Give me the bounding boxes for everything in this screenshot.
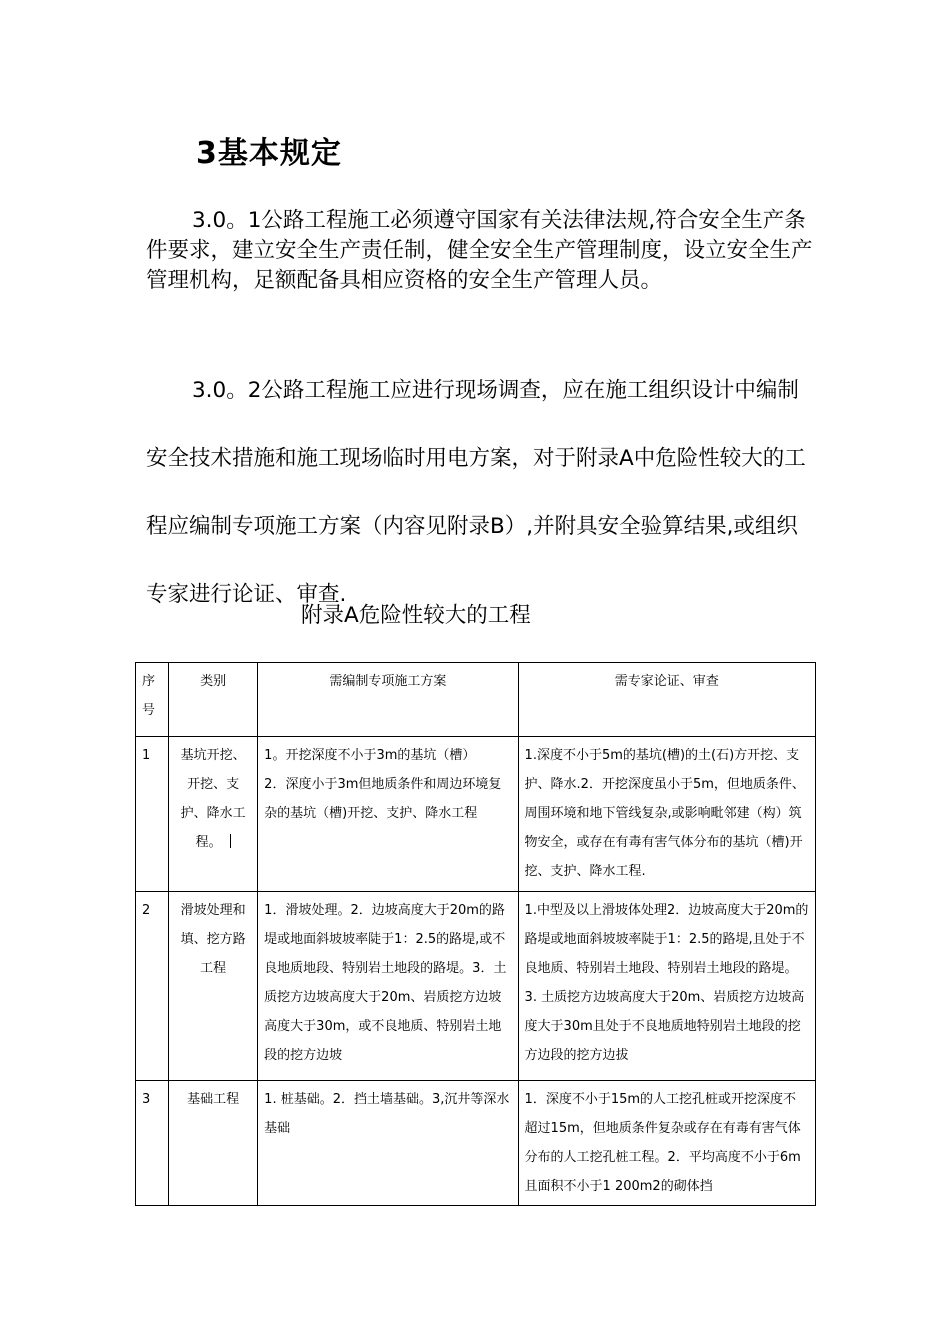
header-category: 类别	[169, 663, 258, 737]
row-expert: 1.中型及以上滑坡体处理2．边坡高度大于20m的路堤或地面斜坡坡率陡于1：2.5的路堤,且处于不良地质、特别岩土地段、特别岩土地段的路堤。3. 土质挖方边坡高度大于20m、岩质挖方边坡高度大于30m且处于不良地质地特别岩土地段的挖方边段的挖方边拔	[518, 892, 815, 1081]
table-header-row	[136, 663, 816, 737]
row-expert: 1.深度不小于5m的基坑(槽)的土(石)方开挖、支护、降水.2．开挖深度虽小于5m，但地质条件、周围环境和地下管线复杂,或影响毗邻建（构）筑物安全，或存在有毒有害气体分布的基坑（槽)开挖、支护、降水工程.	[518, 737, 815, 892]
section-heading: 3基本规定	[196, 136, 342, 171]
row-no: 2	[136, 892, 169, 1081]
row-category: 滑坡处理和填、挖方路工程	[169, 892, 258, 1081]
header-plan: 需编制专项施工方案	[258, 663, 518, 737]
hazard-table	[135, 662, 816, 1206]
row-category	[169, 737, 258, 892]
row-no: 1	[136, 737, 169, 892]
row-plan: 1．滑坡处理。2．边坡高度大于20m的路堤或地面斜坡坡率陡于1：2.5的路堤,或不良地质地段、特别岩土地段的路堤。3．土质挖方边坡高度大于20m、岩质挖方边坡高度大于30m，或不良地质、特别岩土地段的挖方边坡	[258, 892, 518, 1081]
table-row	[136, 737, 816, 892]
table-row	[136, 1081, 816, 1206]
row-expert: 1．深度不小于15m的人工挖孔桩或开挖深度不超过15m，但地质条件复杂或存在有毒有害气体分布的人工挖孔桩工程。2．平均高度不小于6m且面积不小于1 200m2的砌体挡	[518, 1081, 815, 1206]
header-no: 序号	[136, 663, 169, 737]
row-category: 基础工程	[169, 1081, 258, 1206]
row-plan: 1. 桩基础。2．挡土墙基础。3,沉井等深水基础	[258, 1081, 518, 1206]
paragraph-3-0-1	[146, 206, 816, 296]
paragraph-3-0-2	[146, 357, 816, 629]
row-no: 3	[136, 1081, 169, 1206]
appendix-title: 附录A危险性较大的工程	[301, 603, 531, 628]
paragraph-text: 3.0。2公路工程施工应进行现场调查，应在施工组织设计中编制安全技术措施和施工现场临时用电方案，对于附录A中危险性较大的工程应编制专项施工方案（内容见附录B）,并附具安全验算结果,或组织专家进行论证、审查.	[146, 378, 806, 607]
row-plan: 1。开挖深度不小于3m的基坑（槽） 2．深度小于3m但地质条件和周边环境复杂的基坑（槽)开挖、支护、降水工程	[258, 737, 518, 892]
table-row	[136, 892, 816, 1081]
text-cursor	[230, 834, 231, 848]
header-expert: 需专家论证、审查	[518, 663, 815, 737]
row-category-text: 基坑开挖、开挖、支护、降水工程。	[180, 748, 246, 850]
paragraph-text: 3.0。1公路工程施工必须遵守国家有关法律法规,符合安全生产条件要求，建立安全生产责任制，健全安全生产管理制度，设立安全生产管理机构，足额配备具相应资格的安全生产管理人员。	[146, 208, 813, 293]
